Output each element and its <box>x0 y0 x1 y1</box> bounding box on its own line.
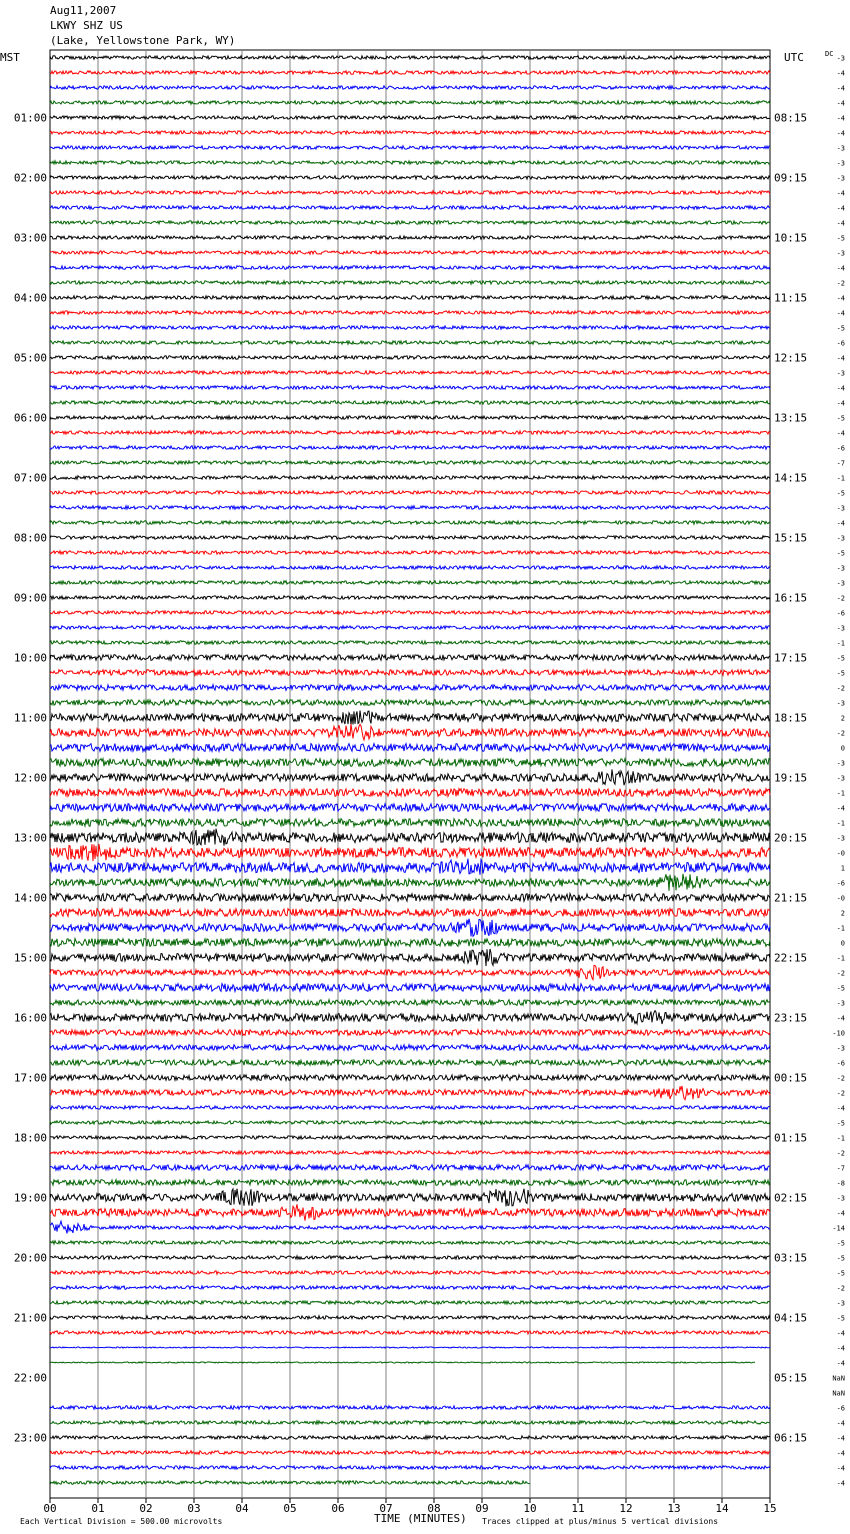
dc-offset-label: -3 <box>836 759 845 768</box>
dc-offset-label: -4 <box>836 1359 845 1368</box>
trace-39 <box>50 641 770 644</box>
trace-26 <box>50 446 770 449</box>
trace-83 <box>50 1301 770 1304</box>
left-hour-label: 04:00 <box>13 291 47 305</box>
left-hour-label: 20:00 <box>13 1251 47 1265</box>
x-tick-label: 11 <box>571 1502 585 1515</box>
trace-15 <box>50 281 770 284</box>
trace-21 <box>50 371 770 374</box>
left-hour-label: 02:00 <box>13 171 47 185</box>
right-hour-label: 16:15 <box>774 591 808 605</box>
dc-offset-label: -2 <box>836 279 845 288</box>
dc-offset-label: -5 <box>836 1314 845 1323</box>
right-hour-label: 10:15 <box>774 231 808 245</box>
dc-offset-label: 2 <box>840 714 845 723</box>
x-tick-label: 03 <box>187 1502 201 1515</box>
dc-offset-label: -4 <box>836 84 845 93</box>
left-hour-label: 03:00 <box>13 231 47 245</box>
trace-81 <box>50 1271 770 1274</box>
left-hour-label: 18:00 <box>13 1131 47 1145</box>
trace-77 <box>50 1204 770 1220</box>
trace-52 <box>50 829 770 846</box>
dc-offset-label: -4 <box>836 804 845 813</box>
dc-offset-label: -10 <box>832 1029 845 1038</box>
right-hour-label: 18:15 <box>774 711 808 725</box>
dc-offset-label: -5 <box>836 669 845 678</box>
left-hour-label: 14:00 <box>13 891 47 905</box>
trace-32 <box>50 536 770 539</box>
trace-58 <box>50 919 770 937</box>
trace-37 <box>50 611 770 614</box>
right-hour-label: 19:15 <box>774 771 808 785</box>
dc-offset-label: -4 <box>836 294 845 303</box>
dc-offset-label: -8 <box>836 1179 845 1188</box>
right-hour-label: 14:15 <box>774 471 808 485</box>
dc-offset-label: -5 <box>836 1239 845 1248</box>
dc-offset-label: -4 <box>836 114 845 123</box>
left-hour-label: 13:00 <box>13 831 47 845</box>
trace-62 <box>50 984 770 992</box>
dc-offset-label: 2 <box>840 909 845 918</box>
trace-49 <box>50 789 770 797</box>
trace-38 <box>50 626 770 629</box>
trace-79 <box>50 1241 770 1244</box>
x-tick-label: 15 <box>763 1502 777 1515</box>
trace-30 <box>50 506 770 509</box>
trace-75 <box>50 1180 770 1186</box>
dc-offset-label: -5 <box>836 549 845 558</box>
dc-offset-label: -4 <box>836 1419 845 1428</box>
dc-offset-label: -1 <box>836 474 845 483</box>
right-hour-label: 17:15 <box>774 651 808 665</box>
trace-91 <box>50 1421 770 1424</box>
trace-20 <box>50 356 770 359</box>
dc-offset-label: -14 <box>832 1224 845 1233</box>
dc-offset-label: -3 <box>836 774 845 783</box>
dc-offset-label: -2 <box>836 684 845 693</box>
trace-84 <box>50 1316 770 1319</box>
right-hour-label: 23:15 <box>774 1011 808 1025</box>
x-tick-label: 05 <box>283 1502 297 1515</box>
left-hour-label: 15:00 <box>13 951 47 965</box>
trace-73 <box>50 1151 770 1154</box>
right-hour-label: 06:15 <box>774 1431 808 1445</box>
trace-14 <box>50 266 770 269</box>
trace-72 <box>50 1136 770 1139</box>
left-hour-label: 08:00 <box>13 531 47 545</box>
dc-offset-label: -2 <box>836 1089 845 1098</box>
x-tick-label: 06 <box>331 1502 345 1515</box>
dc-offset-label: -1 <box>836 789 845 798</box>
trace-85 <box>50 1331 770 1334</box>
dc-offset-label: -4 <box>836 1014 845 1023</box>
trace-12 <box>50 236 770 239</box>
trace-66 <box>50 1045 770 1051</box>
x-tick-label: 10 <box>523 1502 537 1515</box>
trace-45 <box>50 724 770 740</box>
dc-offset-label: -2 <box>836 1284 845 1293</box>
trace-8 <box>50 176 770 179</box>
trace-71 <box>50 1121 770 1124</box>
dc-offset-label: -3 <box>836 834 845 843</box>
trace-48 <box>50 769 770 785</box>
left-hour-label: 09:00 <box>13 591 47 605</box>
dc-offset-label: -3 <box>836 504 845 513</box>
dc-offset-label: -6 <box>836 609 845 618</box>
right-hour-label: 03:15 <box>774 1251 808 1265</box>
left-hour-label: 16:00 <box>13 1011 47 1025</box>
trace-65 <box>50 1030 770 1036</box>
trace-31 <box>50 521 770 524</box>
header-station: LKWY SHZ US <box>50 19 123 32</box>
dc-offset-label: -5 <box>836 1254 845 1263</box>
dc-offset-label: -3 <box>836 159 845 168</box>
trace-76 <box>50 1189 770 1207</box>
dc-offset-label: -3 <box>836 54 845 63</box>
dc-offset-label: -0 <box>836 849 845 858</box>
right-timezone-label: UTC <box>784 51 804 64</box>
trace-56 <box>50 894 770 902</box>
dc-offset-label: -4 <box>836 354 845 363</box>
left-hour-labels <box>14 112 47 1445</box>
trace-63 <box>50 1000 770 1006</box>
left-hour-label: 17:00 <box>13 1071 47 1085</box>
dc-offset-label: 0 <box>840 939 845 948</box>
dc-offset-label: -1 <box>836 954 845 963</box>
dc-offset-label: -6 <box>836 444 845 453</box>
left-hour-label: 10:00 <box>13 651 47 665</box>
trace-24 <box>50 416 770 419</box>
trace-9 <box>50 191 770 194</box>
right-hour-label: 15:15 <box>774 531 808 545</box>
trace-41 <box>50 670 770 676</box>
dc-offset-label: NaN <box>832 1389 845 1398</box>
dc-offset-label: -4 <box>836 1209 845 1218</box>
dc-offset-label: -4 <box>836 1104 845 1113</box>
trace-54 <box>50 859 770 875</box>
dc-offset-label: -3 <box>836 624 845 633</box>
dc-offset-label: -3 <box>836 699 845 708</box>
trace-69 <box>50 1086 770 1100</box>
trace-27 <box>50 461 770 464</box>
x-axis-label: TIME (MINUTES) <box>374 1512 467 1525</box>
right-hour-label: 00:15 <box>774 1071 808 1085</box>
right-hour-label: 13:15 <box>774 411 808 425</box>
right-hour-label: 05:15 <box>774 1371 808 1385</box>
dc-offset-label: -4 <box>836 399 845 408</box>
x-tick-label: 02 <box>139 1502 153 1515</box>
trace-36 <box>50 596 770 599</box>
dc-offset-label: -6 <box>836 339 845 348</box>
trace-59 <box>50 939 770 947</box>
dc-offset-label: -4 <box>836 1344 845 1353</box>
trace-13 <box>50 251 770 254</box>
dc-offset-label: -2 <box>836 729 845 738</box>
dc-offset-label: -3 <box>836 144 845 153</box>
left-hour-label: 01:00 <box>13 111 47 125</box>
trace-93 <box>50 1451 770 1454</box>
trace-18 <box>50 326 770 329</box>
x-tick-label: 04 <box>235 1502 249 1515</box>
trace-35 <box>50 581 770 584</box>
left-hour-label: 05:00 <box>13 351 47 365</box>
left-hour-label: 07:00 <box>13 471 47 485</box>
dc-offset-label: -3 <box>836 564 845 573</box>
trace-92 <box>50 1436 770 1439</box>
dc-offset-label: -4 <box>836 429 845 438</box>
dc-offset-label: -1 <box>836 1134 845 1143</box>
dc-offset-label: -4 <box>836 1464 845 1473</box>
trace-44 <box>50 711 770 726</box>
dc-offset-label: -6 <box>836 1059 845 1068</box>
trace-94 <box>50 1466 770 1469</box>
trace-70 <box>50 1106 770 1109</box>
trace-55 <box>50 874 770 891</box>
trace-1 <box>50 71 770 74</box>
trace-64 <box>50 1011 770 1024</box>
trace-23 <box>50 401 770 404</box>
trace-17 <box>50 311 770 314</box>
trace-10 <box>50 206 770 209</box>
trace-47 <box>50 759 770 767</box>
dc-offset-label: -2 <box>836 969 845 978</box>
dc-offset-label: -3 <box>836 369 845 378</box>
trace-34 <box>50 566 770 569</box>
dc-offset-label: -4 <box>836 129 845 138</box>
dc-offset-label: -4 <box>836 189 845 198</box>
dc-offset-label: -2 <box>836 594 845 603</box>
right-hour-label: 22:15 <box>774 951 808 965</box>
dc-label: DC <box>825 50 834 58</box>
trace-11 <box>50 221 770 224</box>
dc-offset-label: -7 <box>836 1164 845 1173</box>
trace-57 <box>50 909 770 917</box>
left-hour-label: 21:00 <box>13 1311 47 1325</box>
trace-67 <box>50 1060 770 1066</box>
dc-offset-label: -5 <box>836 1269 845 1278</box>
right-hour-label: 11:15 <box>774 291 808 305</box>
right-hour-label: 21:15 <box>774 891 808 905</box>
left-hour-label: 11:00 <box>13 711 47 725</box>
dc-offset-label: 0 <box>840 744 845 753</box>
dc-offset-label: -4 <box>836 219 845 228</box>
dc-offset-label: -3 <box>836 579 845 588</box>
right-hour-label: 04:15 <box>774 1311 808 1325</box>
right-hour-label: 08:15 <box>774 111 808 125</box>
dc-offset-label: -4 <box>836 264 845 273</box>
trace-40 <box>50 655 770 661</box>
dc-offset-label: -3 <box>836 174 845 183</box>
trace-78 <box>50 1221 770 1233</box>
scale-note: Each Vertical Division = 500.00 microvolts <box>20 1517 223 1526</box>
dc-offset-label: -4 <box>836 519 845 528</box>
dc-offset-label: -1 <box>836 819 845 828</box>
trace-74 <box>50 1165 770 1171</box>
left-hour-label: 12:00 <box>13 771 47 785</box>
dc-offset-label: -4 <box>836 1329 845 1338</box>
dc-offset-label: -4 <box>836 1479 845 1488</box>
trace-60 <box>50 949 770 966</box>
trace-53 <box>50 844 770 861</box>
trace-87 <box>50 1362 755 1363</box>
dc-offset-label: -6 <box>836 1404 845 1413</box>
dc-offset-label: NaN <box>832 1374 845 1383</box>
trace-22 <box>50 386 770 389</box>
dc-offset-label: -0 <box>836 894 845 903</box>
trace-5 <box>50 131 770 134</box>
seismic-traces <box>50 56 770 1484</box>
dc-offset-label: -1 <box>836 924 845 933</box>
dc-offset-label: -7 <box>836 459 845 468</box>
dc-offset-label: -4 <box>836 1434 845 1443</box>
dc-offset-label: -1 <box>836 639 845 648</box>
right-hour-label: 09:15 <box>774 171 808 185</box>
dc-offset-label: -3 <box>836 999 845 1008</box>
dc-offset-label: -4 <box>836 204 845 213</box>
x-tick-label: 07 <box>379 1502 393 1515</box>
right-hour-label: 02:15 <box>774 1191 808 1205</box>
trace-4 <box>50 116 770 119</box>
trace-42 <box>50 685 770 691</box>
trace-3 <box>50 101 770 104</box>
right-hour-label: 20:15 <box>774 831 808 845</box>
left-hour-label: 06:00 <box>13 411 47 425</box>
right-hour-labels <box>774 112 807 1445</box>
trace-7 <box>50 161 770 164</box>
dc-offset-label: -3 <box>836 1044 845 1053</box>
trace-90 <box>50 1406 770 1409</box>
dc-offset-label: -3 <box>836 534 845 543</box>
trace-0 <box>50 56 770 59</box>
x-tick-label: 08 <box>427 1502 441 1515</box>
trace-43 <box>50 700 770 706</box>
left-timezone-label: MST <box>0 51 20 64</box>
x-tick-label: 14 <box>715 1502 729 1515</box>
trace-29 <box>50 491 770 494</box>
x-tick-label: 12 <box>619 1502 633 1515</box>
header-location: (Lake, Yellowstone Park, WY) <box>50 34 236 47</box>
trace-50 <box>50 804 770 812</box>
x-tick-label: 01 <box>91 1502 105 1515</box>
dc-offset-labels <box>832 55 845 1488</box>
left-hour-label: 19:00 <box>13 1191 47 1205</box>
dc-offset-label: 1 <box>840 864 845 873</box>
trace-28 <box>50 476 770 479</box>
trace-68 <box>50 1075 770 1081</box>
right-hour-label: 01:15 <box>774 1131 808 1145</box>
trace-25 <box>50 431 770 434</box>
trace-6 <box>50 146 770 149</box>
dc-offset-label: -3 <box>836 1194 845 1203</box>
dc-offset-label: -2 <box>836 1149 845 1158</box>
dc-offset-label: -6 <box>836 879 845 888</box>
dc-offset-label: -4 <box>836 309 845 318</box>
right-hour-label: 12:15 <box>774 351 808 365</box>
dc-offset-label: -5 <box>836 324 845 333</box>
dc-offset-label: -4 <box>836 69 845 78</box>
dc-offset-label: -5 <box>836 234 845 243</box>
dc-offset-label: -5 <box>836 489 845 498</box>
trace-46 <box>50 744 770 752</box>
left-hour-label: 22:00 <box>13 1371 47 1385</box>
trace-16 <box>50 296 770 299</box>
dc-offset-label: -3 <box>836 1299 845 1308</box>
trace-61 <box>50 966 770 980</box>
trace-82 <box>50 1286 770 1289</box>
dc-offset-label: -4 <box>836 384 845 393</box>
trace-2 <box>50 86 770 89</box>
dc-offset-label: -4 <box>836 1449 845 1458</box>
clip-note: Traces clipped at plus/minus 5 vertical divisions <box>482 1517 719 1526</box>
trace-80 <box>50 1256 770 1259</box>
dc-offset-label: -5 <box>836 1119 845 1128</box>
x-tick-label: 09 <box>475 1502 489 1515</box>
trace-86 <box>50 1347 770 1348</box>
trace-51 <box>50 819 770 827</box>
x-tick-label: 13 <box>667 1502 681 1515</box>
dc-offset-label: -3 <box>836 249 845 258</box>
x-tick-label: 00 <box>43 1502 57 1515</box>
header-date: Aug11,2007 <box>50 4 117 17</box>
dc-offset-label: -2 <box>836 1074 845 1083</box>
dc-offset-label: -5 <box>836 414 845 423</box>
dc-offset-label: -5 <box>836 984 845 993</box>
trace-19 <box>50 341 770 344</box>
dc-offset-label: -5 <box>836 654 845 663</box>
left-hour-label: 23:00 <box>13 1431 47 1445</box>
dc-offset-label: -4 <box>836 99 845 108</box>
trace-33 <box>50 551 770 554</box>
